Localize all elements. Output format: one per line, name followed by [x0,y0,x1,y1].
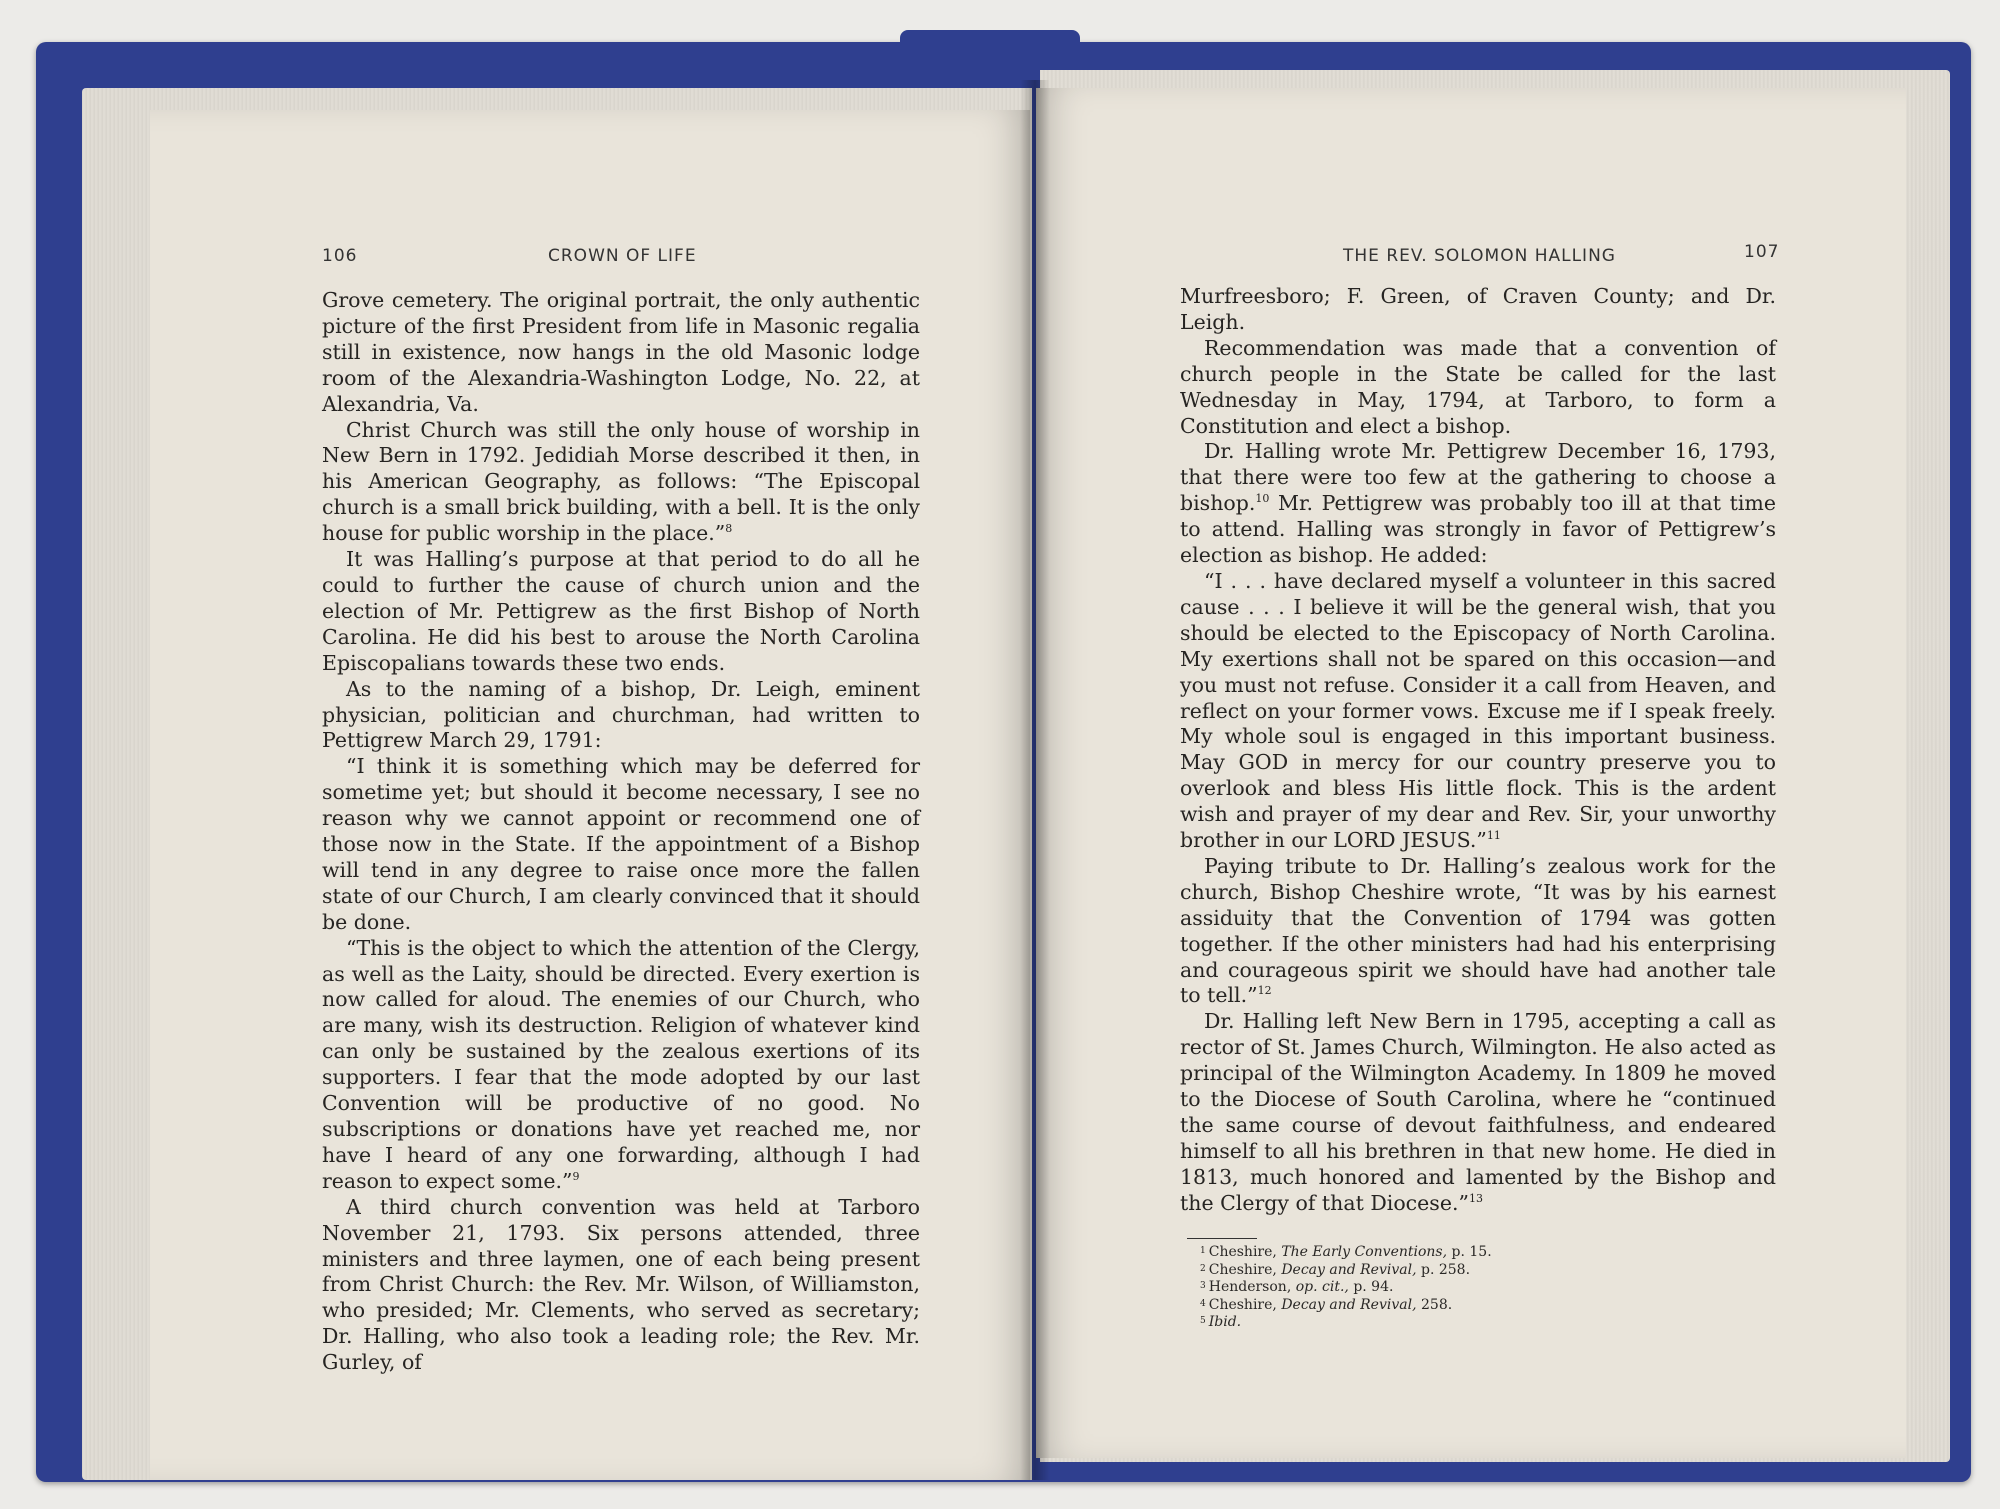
note-ref: 8 [725,522,733,536]
paragraph: Dr. Halling left New Bern in 1795, accepting a call as rector of St. James Church, Wilmington. He also acted as principal of the Wilmington Academy. In 1809 he moved to the Diocese of South Carolina, where he “continued the same course of devout faithfulness, and endeared himself to all his brethren in that new home. He died in 1813, much honored and lamented by the Bishop and the Clergy of that Diocese.”$^{13}$ [1180,1009,1776,1215]
paragraph: Recommendation was made that a convention of church people in the State be called for the last Wednesday in May, 1794, at Tarboro, to form a Constitution and elect a bishop. [1180,335,1776,438]
paragraph: “I think it is something which may be deferred for sometime yet; but should it become necessary, I see no reason why we cannot appoint or recommend one of those now in the State. If the appointment of a Bishop will tend in any degree to raise once more the fallen state of our Church, I am clearly convinced that it should be done. [322,754,920,934]
paragraph: Christ Church was still the only house of worship in New Bern in 1792. Jedidiah Morse described it then, in his American Geography, as follows: “The Episcopal church is a small brick building, with a bell. It is the only house for public worship in the place.”$^8$ [322,417,920,546]
note-ref: 13 [1468,1191,1483,1205]
paragraph: Grove cemetery. The original portrait, the only authentic picture of the first President from life in Masonic regalia still in existence, now hangs in the old Masonic lodge room of the Alexandria-Washington Lodge, No. 22, at Alexandria, Va. [322,288,920,416]
footnote: $^4$ Cheshire, Decay and Revival, 258. [1200,1296,1453,1313]
paragraph: As to the naming of a bishop, Dr. Leigh, eminent physician, politician and churchman, had written to Pettigrew March 29, 1791: [322,676,920,753]
right-page-text [1180,284,1776,1217]
left-page-number: 106 [322,246,358,266]
paragraph: “This is the object to which the attention of the Clergy, as well as the Laity, should be directed. Every exertion is now called for aloud. The enemies of our Church, who are many, wish its destruction. Religion of whatever kind can only be sustained by the zealous exertions of its supporters. I fear that the mode adopted by our last Convention will be productive of no good. No subscriptions or donations have yet reached me, nor have I heard of any one forwarding, although I had reason to expect some.”$^9$ [322,935,920,1193]
note-ref: 10 [1255,492,1270,506]
book-gutter [1020,80,1050,1480]
right-running-head: THE REV. SOLOMON HALLING [1343,246,1616,266]
footnote: $^5$ Ibid. [1200,1314,1242,1330]
paragraph: Murfreesboro; F. Green, of Craven County; and Dr. Leigh. [1180,284,1776,334]
paragraph: A third church convention was held at Tarboro November 21, 1793. Six persons attended, three ministers and three laymen, one of each being present from Christ Church: the Rev. Mr. Wilson, of Williamston, who presided; Mr. Clements, who served as secretary; Dr. Halling, who also took a leading role; the Rev. Mr. Gurley, of [322,1194,920,1375]
footnote: $^3$ Henderson, op. cit., p. 94. [1200,1279,1394,1295]
paragraph: Dr. Halling wrote Mr. Pettigrew December 16, 1793, that there were too few at the gathering to choose a bishop.$^{10}$ Mr. Pettigrew was probably too ill at that time to attend. Halling was strongly in favor of Pettigrew’s election as bishop. He added: [1180,439,1776,568]
paragraph: “I . . . have declared myself a volunteer in this sacred cause . . . I believe it will be the general wish, that you should be elected to the Episcopacy of North Carolina. My exertions shall not be spared on this occasion—and you must not refuse. Consider it a call from Heaven, and reflect on your former vows. Excuse me if I speak freely. My whole soul is engaged in this important business. May GOD in mercy for our country preserve you to overlook and bless His little flock. This is the ardent wish and prayer of my dear and Rev. Sir, your unworthy brother in our LORD JESUS.”$^{11}$ [1180,568,1776,853]
footnote: $^1$ Cheshire, The Early Conventions, p. 15. [1200,1244,1492,1260]
paragraph: Paying tribute to Dr. Halling’s zealous work for the church, Bishop Cheshire wrote, “It was by his earnest assiduity that the Convention of 1794 was gotten together. If the other ministers had had his enterprising and courageous spirit we should have had another tale to tell.”$^{12}$ [1180,853,1776,1008]
right-page-number: 107 [1744,242,1780,262]
left-page-text [322,288,920,1376]
note-ref: 11 [1486,829,1501,843]
note-ref: 9 [572,1169,580,1183]
left-running-head: CROWN OF LIFE [548,246,697,266]
footnote: $^2$ Cheshire, Decay and Revival, p. 258. [1200,1261,1471,1278]
footnote-rule [1187,1238,1257,1239]
book-spine-top [900,30,1080,54]
paragraph: It was Halling’s purpose at that period to do all he could to further the cause of church union and the election of Mr. Pettigrew as the first Bishop of North Carolina. He did his best to arouse the North Carolina Episcopalians towards these two ends. [322,547,920,675]
note-ref: 12 [1257,984,1272,998]
footnotes [1200,1244,1492,1332]
